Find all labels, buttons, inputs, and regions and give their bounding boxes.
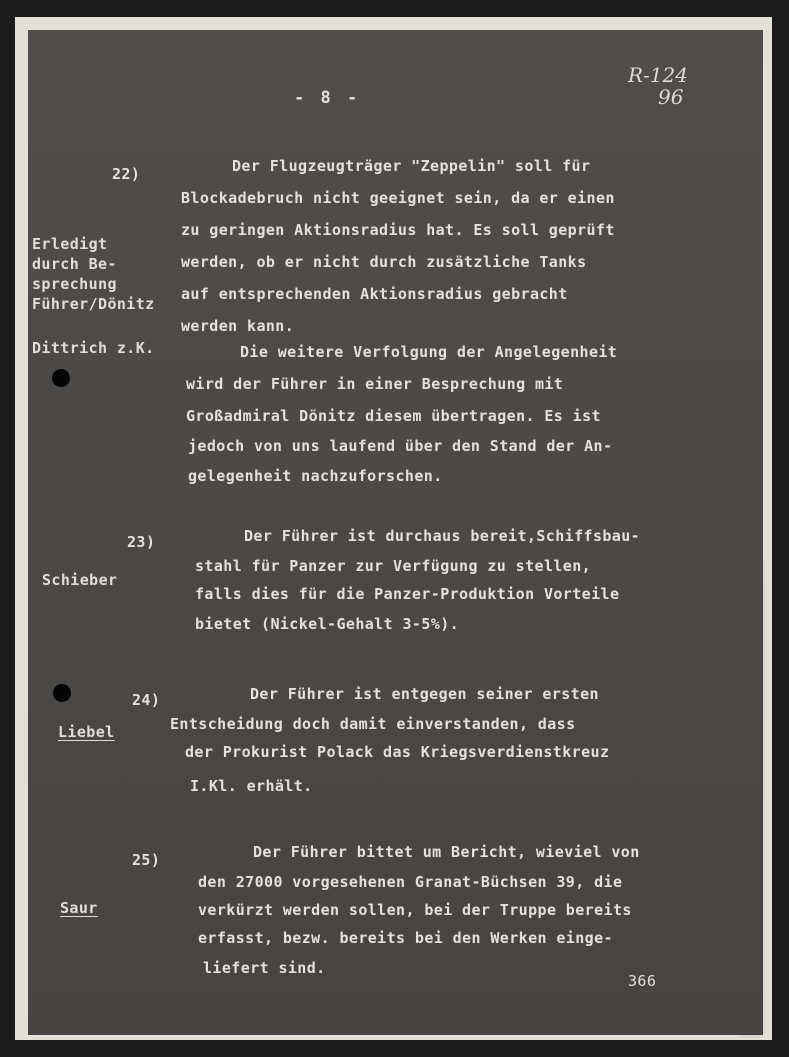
body-line: Der Führer ist durchaus bereit,Schiffsbau- [244, 527, 641, 545]
body-line: der Prokurist Polack das Kriegsverdienstkreuz [185, 743, 610, 761]
body-line: gelegenheit nachzuforschen. [188, 467, 443, 485]
body-line: zu geringen Aktionsradius hat. Es soll geprüft [181, 221, 615, 239]
body-line: Die weitere Verfolgung der Angelegenheit [240, 343, 618, 361]
margin-note: Liebel [58, 723, 115, 741]
margin-note: durch Be- [32, 255, 117, 273]
body-line: Der Führer bittet um Bericht, wieviel von [253, 843, 640, 861]
body-line: bietet (Nickel-Gehalt 3-5%). [195, 615, 460, 633]
item-number: 24) [132, 691, 161, 709]
page-number: - 8 - [294, 88, 361, 108]
body-line: Entscheidung doch damit einverstanden, dass [170, 715, 576, 733]
archive-mark [628, 64, 688, 108]
punch-hole [52, 369, 70, 387]
body-line: den 27000 vorgesehenen Granat-Büchsen 39, die [198, 873, 623, 891]
body-line: Der Führer ist entgegen seiner ersten [250, 685, 599, 703]
body-line: stahl für Panzer zur Verfügung zu stellen, [195, 557, 592, 575]
margin-note: sprechung [32, 275, 117, 293]
archive-mark-line1: R-124 [628, 63, 688, 87]
item-number: 25) [132, 851, 161, 869]
document-number: 366 [628, 972, 657, 990]
body-line: Großadmiral Dönitz diesem übertragen. Es ist [186, 407, 601, 425]
archive-mark-line2: 96 [658, 85, 684, 109]
body-line: liefert sind. [203, 959, 326, 977]
body-line: erfasst, bezw. bereits bei den Werken einge- [198, 929, 613, 947]
body-line: Blockadebruch nicht geeignet sein, da er einen [181, 189, 615, 207]
body-line: werden kann. [181, 317, 295, 335]
margin-note: Saur [60, 899, 98, 917]
margin-note: Führer/Dönitz [32, 295, 155, 313]
body-line: I.Kl. erhält. [190, 777, 313, 795]
body-line: wird der Führer in einer Besprechung mit [186, 375, 564, 393]
body-line: werden, ob er nicht durch zusätzliche Tanks [181, 253, 587, 271]
margin-note: Dittrich z.K. [32, 339, 155, 357]
document-page [28, 30, 763, 1035]
body-line: verkürzt werden sollen, bei der Truppe bereits [198, 901, 632, 919]
item-number: 23) [127, 533, 156, 551]
margin-note: Schieber [42, 571, 118, 589]
body-line: falls dies für die Panzer-Produktion Vorteile [195, 585, 620, 603]
punch-hole [53, 684, 71, 702]
body-line: auf entsprechenden Aktionsradius gebracht [181, 285, 568, 303]
body-line: Der Flugzeugträger "Zeppelin" soll für [232, 157, 591, 175]
margin-note: Erledigt [32, 235, 108, 253]
body-line: jedoch von uns laufend über den Stand der An- [188, 437, 613, 455]
item-number: 22) [112, 165, 141, 183]
